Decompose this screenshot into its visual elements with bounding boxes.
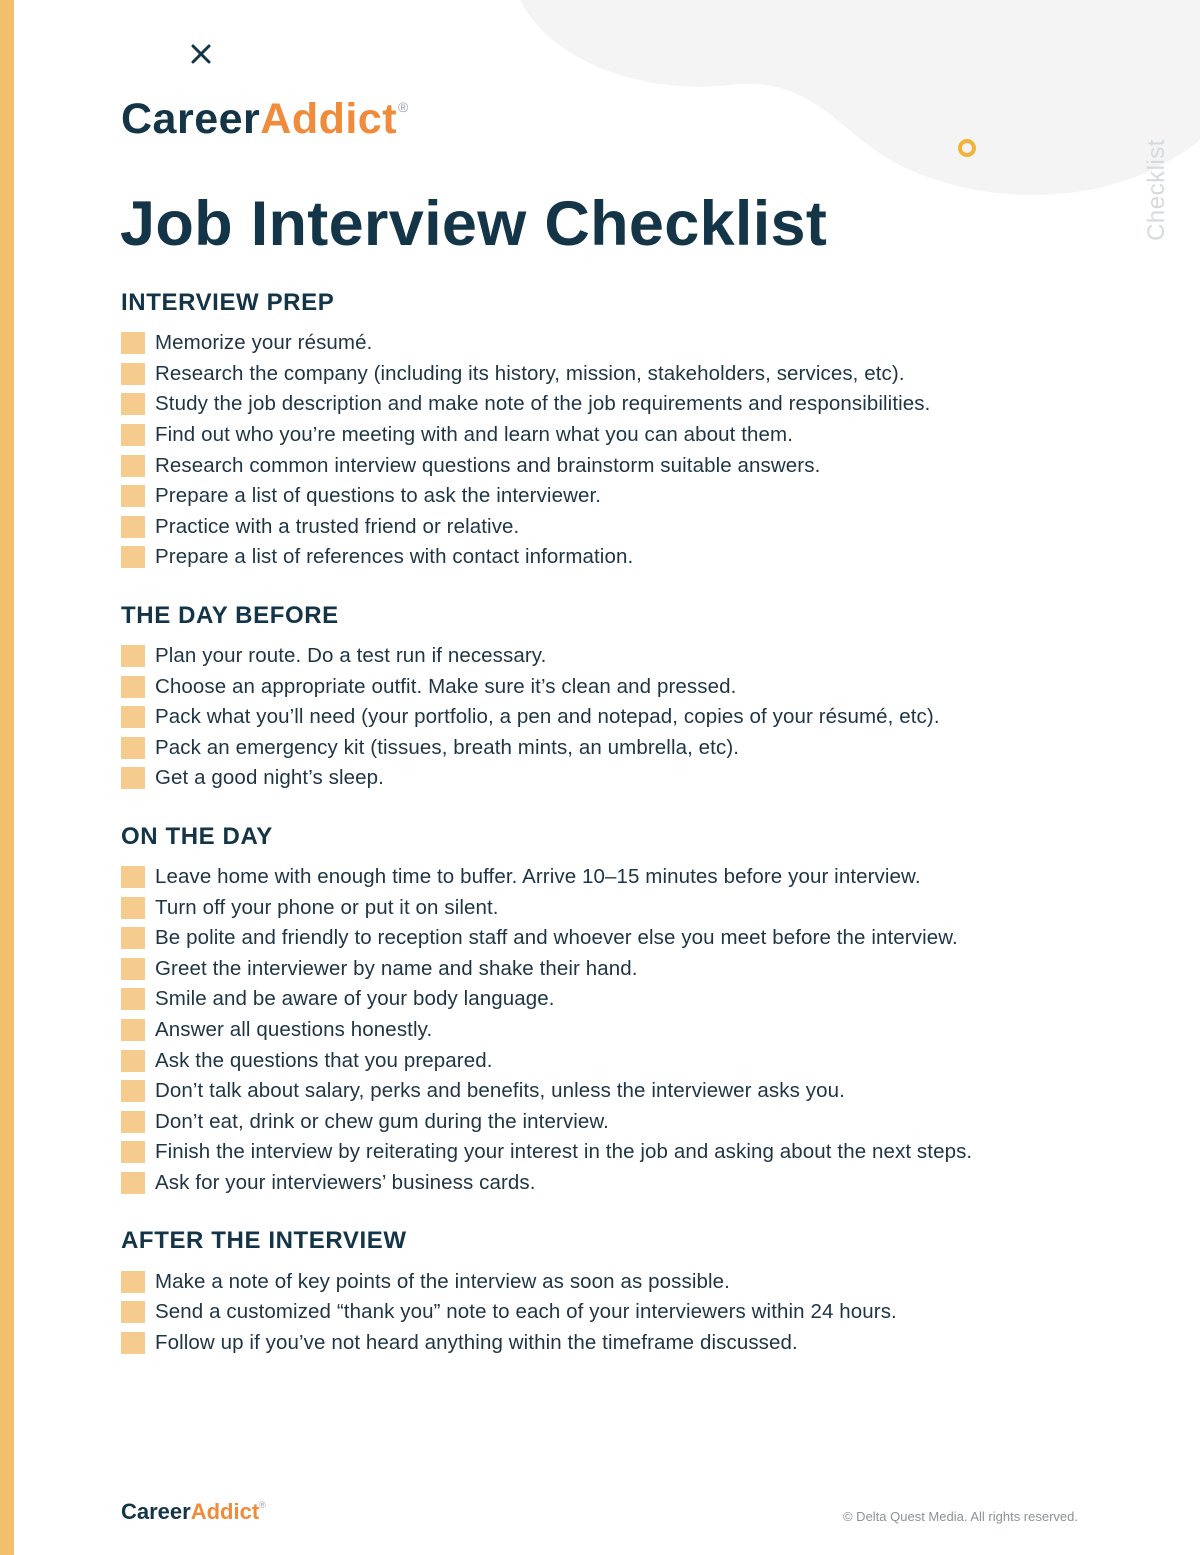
- checkbox[interactable]: [121, 455, 145, 477]
- checklist-item-text: Plan your route. Do a test run if necessary.: [155, 644, 547, 668]
- checklist-item-text: Memorize your résumé.: [155, 331, 373, 355]
- checklist-item-text: Pack an emergency kit (tissues, breath mints, an umbrella, etc).: [155, 735, 740, 759]
- checklist-item-text: Get a good night’s sleep.: [155, 766, 384, 790]
- checklist-section: [121, 823, 1161, 1199]
- checkbox[interactable]: [121, 393, 145, 415]
- checkbox[interactable]: [121, 676, 145, 698]
- footer-logo-addict: Addict: [190, 1499, 260, 1524]
- checklist-item-text: Study the job description and make note of the job requirements and responsibilities.: [155, 392, 931, 416]
- checkbox[interactable]: [121, 958, 145, 980]
- close-button[interactable]: [184, 37, 218, 71]
- checkbox[interactable]: [121, 645, 145, 667]
- checklist-item: [121, 1297, 1161, 1328]
- checklist-section: [121, 602, 1161, 794]
- checkbox[interactable]: [121, 424, 145, 446]
- checklist-item-text: Be polite and friendly to reception staff and whoever else you meet before the interview.: [155, 926, 958, 950]
- checkbox[interactable]: [121, 988, 145, 1010]
- checklist-item: [121, 359, 1161, 390]
- checklist-item-text: Don’t talk about salary, perks and benefits, unless the interviewer asks you.: [155, 1079, 845, 1103]
- section-title: ON THE DAY: [121, 822, 273, 850]
- left-accent-stripe: [0, 0, 14, 1555]
- checkbox[interactable]: [121, 927, 145, 949]
- checklist-item: [121, 450, 1161, 481]
- section-title: AFTER THE INTERVIEW: [121, 1227, 407, 1255]
- checklist-item: [121, 641, 1161, 672]
- checklist-item-text: Practice with a trusted friend or relative.: [155, 514, 520, 538]
- checklist-item: [121, 420, 1161, 451]
- checkbox[interactable]: [121, 1172, 145, 1194]
- checkbox[interactable]: [121, 897, 145, 919]
- checklist-item-text: Pack what you’ll need (your portfolio, a pen and notepad, copies of your résumé, etc).: [155, 705, 940, 729]
- page-title: Job Interview Checklist: [120, 189, 828, 259]
- checklist-content: [121, 289, 1161, 1387]
- checklist-item-text: Ask for your interviewers’ business cards.: [155, 1170, 536, 1194]
- checklist-item-text: Follow up if you’ve not heard anything within the timeframe discussed.: [155, 1330, 798, 1354]
- checklist-item-text: Prepare a list of references with contact information.: [155, 545, 634, 569]
- checkbox[interactable]: [121, 1271, 145, 1293]
- checklist-item-text: Finish the interview by reiterating your interest in the job and asking about the next steps.: [155, 1140, 973, 1164]
- logo-registered-mark: ®: [398, 99, 409, 115]
- checklist-item: [121, 1327, 1161, 1358]
- checkbox[interactable]: [121, 767, 145, 789]
- checklist-item-text: Don’t eat, drink or chew gum during the interview.: [155, 1109, 609, 1133]
- checkbox[interactable]: [121, 1141, 145, 1163]
- copyright-text: © Delta Quest Media. All rights reserved.: [842, 1509, 1078, 1524]
- checkbox[interactable]: [121, 332, 145, 354]
- checklist-section: [121, 289, 1161, 573]
- checklist-item: [121, 862, 1161, 893]
- side-label: Checklist: [1143, 139, 1170, 241]
- checkbox[interactable]: [121, 866, 145, 888]
- checklist-item: [121, 1015, 1161, 1046]
- checklist-item: [121, 512, 1161, 543]
- checklist-item-text: Turn off your phone or put it on silent.: [155, 895, 499, 919]
- checkbox[interactable]: [121, 706, 145, 728]
- checkbox[interactable]: [121, 737, 145, 759]
- checklist-item-text: Choose an appropriate outfit. Make sure it’s clean and pressed.: [155, 674, 737, 698]
- section-title: THE DAY BEFORE: [121, 601, 339, 629]
- checklist-item-text: Ask the questions that you prepared.: [155, 1048, 493, 1072]
- checklist-item: [121, 984, 1161, 1015]
- checklist-item: [121, 954, 1161, 985]
- checklist-item-text: Smile and be aware of your body language.: [155, 987, 555, 1011]
- section-title: INTERVIEW PREP: [121, 289, 335, 316]
- checkbox[interactable]: [121, 1050, 145, 1072]
- checkbox[interactable]: [121, 363, 145, 385]
- checklist-item: [121, 1266, 1161, 1297]
- checklist-item: [121, 1137, 1161, 1168]
- checkbox[interactable]: [121, 1332, 145, 1354]
- logo-career: Career: [121, 95, 261, 143]
- checkbox[interactable]: [121, 485, 145, 507]
- checklist-item: [121, 1045, 1161, 1076]
- checklist-item-text: Research common interview questions and brainstorm suitable answers.: [155, 453, 821, 477]
- checklist-item-text: Greet the interviewer by name and shake their hand.: [155, 956, 638, 980]
- checklist-item: [121, 702, 1161, 733]
- decorative-ring: [958, 139, 976, 157]
- checklist-item: [121, 542, 1161, 573]
- checkbox[interactable]: [121, 1301, 145, 1323]
- footer-logo: [121, 1501, 266, 1523]
- checklist-item-text: Leave home with enough time to buffer. Arrive 10–15 minutes before your interview.: [155, 865, 921, 889]
- checklist-item-text: Make a note of key points of the interview as soon as possible.: [155, 1269, 730, 1293]
- checklist-item-text: Send a customized “thank you” note to each of your interviewers within 24 hours.: [155, 1300, 897, 1324]
- checkbox[interactable]: [121, 516, 145, 538]
- checklist-item: [121, 481, 1161, 512]
- checkbox[interactable]: [121, 1080, 145, 1102]
- checklist-item: [121, 892, 1161, 923]
- checklist-item-text: Prepare a list of questions to ask the interviewer.: [155, 484, 602, 508]
- logo-addict: Addict: [260, 95, 398, 143]
- checklist-item-text: Find out who you’re meeting with and learn what you can about them.: [155, 423, 794, 447]
- checklist-item: [121, 1076, 1161, 1107]
- checklist-item: [121, 671, 1161, 702]
- checklist-item: [121, 1106, 1161, 1137]
- checkbox[interactable]: [121, 546, 145, 568]
- footer-logo-registered-mark: ®: [259, 1500, 266, 1510]
- checklist-item: [121, 923, 1161, 954]
- checklist-item: [121, 733, 1161, 764]
- checklist-item: [121, 763, 1161, 794]
- checkbox[interactable]: [121, 1019, 145, 1041]
- checklist-item: [121, 328, 1161, 359]
- brand-logo: [121, 95, 409, 143]
- checklist-item-text: Answer all questions honestly.: [155, 1017, 433, 1041]
- checklist-section: [121, 1227, 1161, 1358]
- checklist-item: [121, 1168, 1161, 1199]
- checkbox[interactable]: [121, 1111, 145, 1133]
- footer-logo-career: Career: [121, 1499, 191, 1524]
- close-icon: [190, 43, 212, 65]
- checklist-item-text: Research the company (including its history, mission, stakeholders, services, etc).: [155, 361, 905, 385]
- checklist-item: [121, 389, 1161, 420]
